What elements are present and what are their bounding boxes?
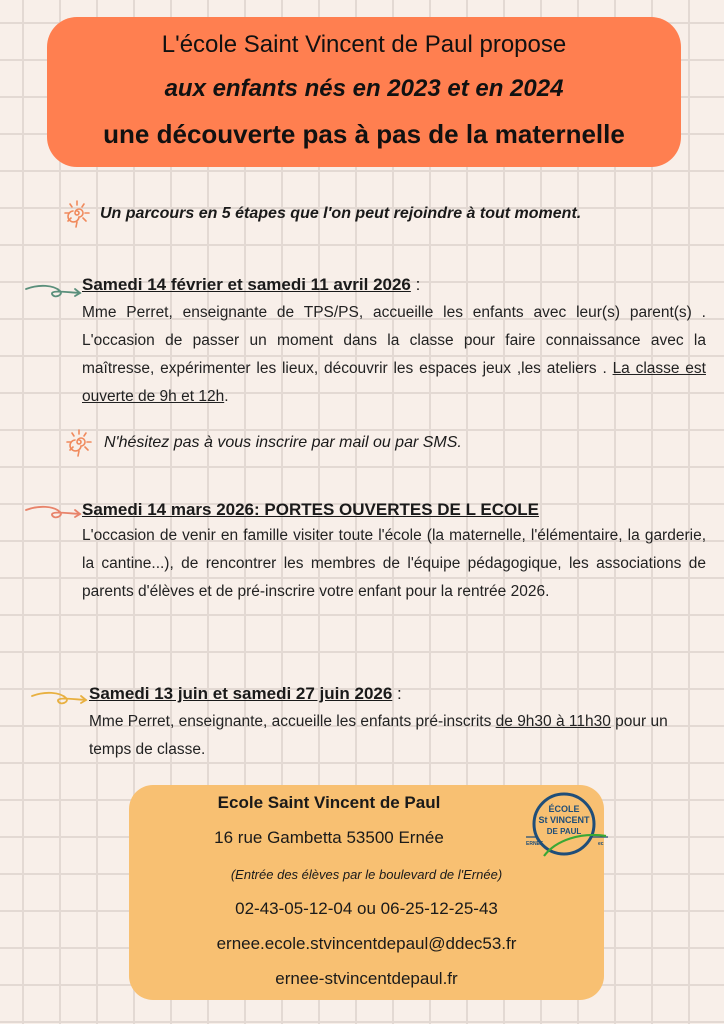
header-line-2: aux enfants nés en 2023 et en 2024 [164,75,564,102]
section-body [89,708,711,764]
section-body-end: pour un temps de classe. [89,713,668,758]
school-phones[interactable]: 02-43-05-12-04 ou 06-25-12-25-43 [235,899,498,918]
school-logo [526,790,608,860]
section-title-suffix: : [392,684,402,703]
school-name: Ecole Saint Vincent de Paul [217,793,441,812]
section-body [82,299,706,411]
note-text: N'hésitez pas à vous inscrire par mail ou par SMS. [104,434,462,451]
header-banner [47,17,681,167]
header-line-1: L'école Saint Vincent de Paul propose [161,31,567,58]
logo-line-1: ÉCOLE [548,804,580,814]
arrow-icon [24,502,84,524]
section-body: L'occasion de venir en famille visiter toute l'école (la maternelle, l'élémentaire, la garderie, la cantine...), de rencontrer les membres de l'équipe pédagogique, les associations de parents d'élèves et de pré-inscrire votre enfant pour la rentrée 2026. [82,527,706,600]
intro-text: Un parcours en 5 étapes que l'on peut rejoindre à tout moment. [100,205,582,222]
logo-line-3: DE PAUL [546,827,582,836]
logo-right-text: ec [598,841,604,847]
intro-line [62,199,581,229]
sun-icon [64,428,94,458]
section-body-end: . [224,388,229,405]
reception-hours: de 9h30 à 11h30 [495,713,611,730]
sun-icon [62,199,92,229]
arrow-icon [30,688,90,710]
section-february-april [82,275,706,411]
section-title-text: Samedi 14 mars 2026: PORTES OUVERTES DE L ECOLE [82,500,539,519]
section-title [82,500,706,520]
school-address: 16 rue Gambetta 53500 Ernée [214,828,444,847]
logo-left-text: ERNÉE [526,841,544,847]
section-body-text: Mme Perret, enseignante, accueille les enfants pré-inscrits [89,713,496,730]
section-title-suffix: : [410,275,421,294]
section-june [89,684,711,764]
section-body-text: Mme Perret, enseignante de TPS/PS, accueille les enfants avec leur(s) parent(s) . L'occasion de passer un moment dans la classe pour faire connaissance avec la maîtresse, expérimenter les lieux, découvrir les espaces jeux ,les ateliers . [82,304,706,377]
section-open-day [82,500,706,606]
opening-hours: La classe est ouverte de 9h et 12h [82,360,706,405]
logo-graphic [526,790,608,860]
section-title [82,275,706,295]
school-website[interactable]: ernee-stvincentdepaul.fr [275,969,458,988]
note-line [64,428,462,458]
section-title [89,684,711,704]
section-title-text: Samedi 13 juin et samedi 27 juin 2026 [89,684,393,703]
arrow-icon [24,281,84,303]
logo-line-2: St VINCENT [538,815,590,825]
section-title-text: Samedi 14 février et samedi 11 avril 2026 [82,275,411,294]
school-entrance: (Entrée des élèves par le boulevard de l'Ernée) [230,867,503,882]
school-email[interactable]: ernee.ecole.stvincentdepaul@ddec53.fr [216,934,517,953]
header-line-3: une découverte pas à pas de la maternelle [103,119,625,149]
